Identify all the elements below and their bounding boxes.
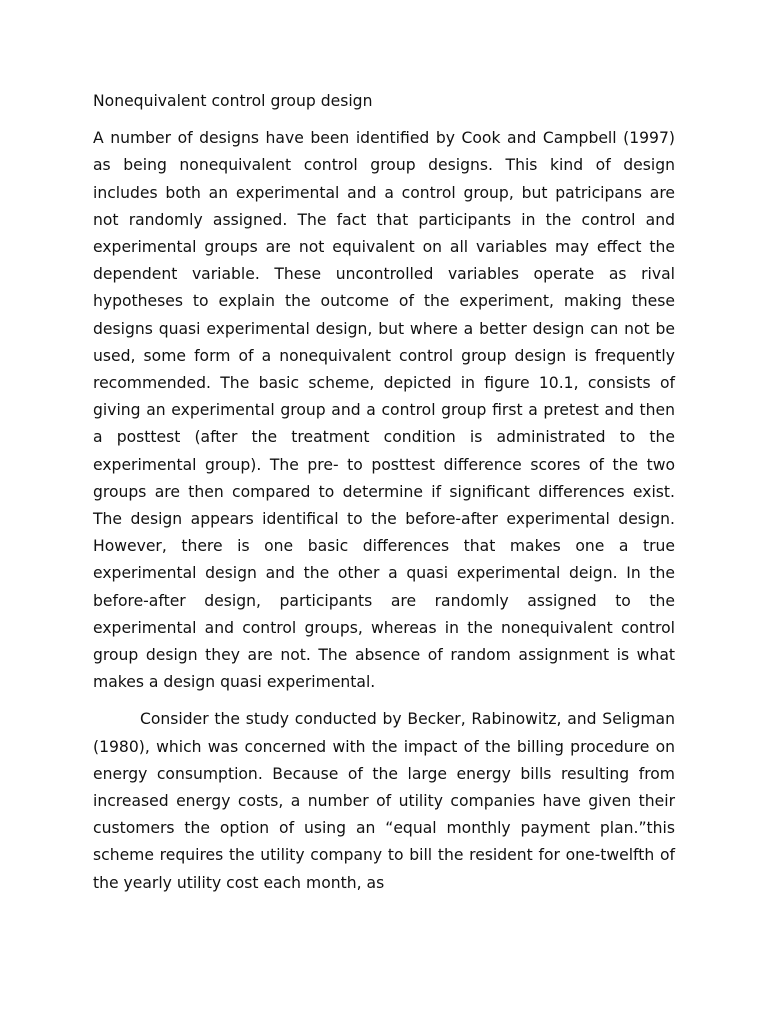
paragraph-becker-study: Consider the study conducted by Becker, Rabinowitz, and Seligman (1980), which was concerned with the impact of the billing procedure on energy consumption. Because of the large energy bills resulting from increased energy costs, a number of utility companies have given their customers the option of using an “equal monthly payment plan.”this scheme requires the utility company to bill the resident for one-twelfth of the yearly utility cost each month, as bbox=[93, 710, 675, 892]
document-title: Nonequivalent control group design bbox=[93, 92, 373, 110]
document-page bbox=[93, 88, 675, 907]
paragraph-nonequivalent-design: A number of designs have been identified by Cook and Campbell (1997) as being nonequivalent control group designs. This kind of design includes both an experimental and a control group, but patricipans are not randomly assigned. The fact that participants in the control and experimental groups are not equivalent on all variables may effect the dependent variable. These uncontrolled variables operate as rival hypotheses to explain the outcome of the experiment, making these designs quasi experimental design, but where a better design can not be used, some form of a nonequivalent control group design is frequently recommended. The basic scheme, depicted in figure 10.1, consists of giving an experimental group and a control group first a pretest and then a posttest (after the treatment condition is administrated to the experimental group). The pre- to posttest difference scores of the two groups are then compared to determine if significant differences exist. The design appears identifical to the before-after experimental design. However, there is one basic differences that makes one a true experimental design and the other a quasi experimental deign. In the before-after design, participants are randomly assigned to the experimental and control groups, whereas in the nonequivalent control group design they are not. The absence of random assignment is what makes a design quasi experimental. bbox=[93, 129, 675, 692]
